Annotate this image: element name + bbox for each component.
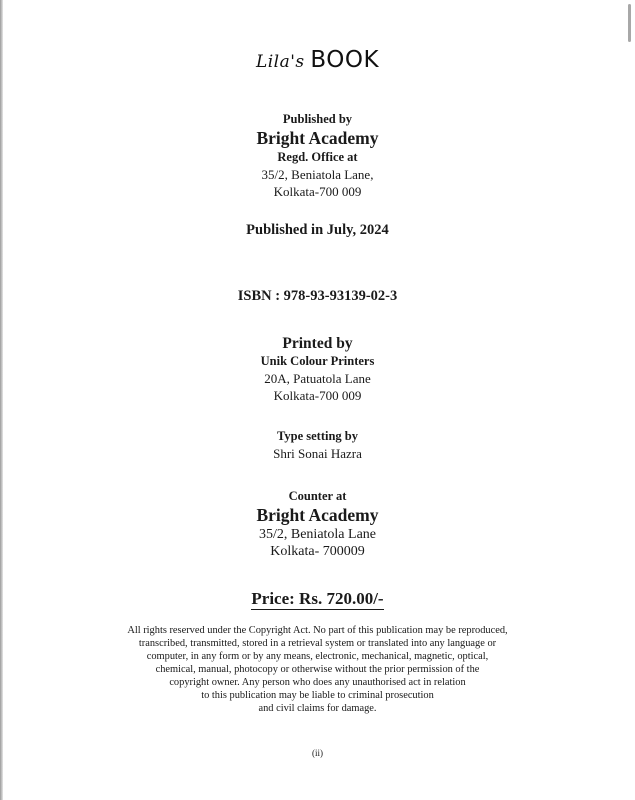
- publisher-address-line2: Kolkata-700 009: [273, 184, 362, 199]
- counter-address-line1: 35/2, Beniatola Lane: [258, 527, 377, 542]
- scrollbar[interactable]: [628, 4, 631, 42]
- price-section: [0, 589, 635, 609]
- publisher-address-line1: 35/2, Beniatola Lane,: [261, 167, 374, 182]
- rights-line: transcribed, transmitted, stored in a retrieval system or translated into any language or: [138, 638, 497, 649]
- counter-name: Bright Academy: [256, 505, 379, 525]
- book-title: [0, 46, 635, 76]
- typesetter-name: Shri Sonai Hazra: [273, 446, 362, 461]
- isbn: ISBN : 978-93-93139-02-3: [237, 288, 398, 304]
- rights-line: chemical, manual, photocopy or otherwise without the prior permission of the: [155, 664, 480, 675]
- rights-line: All rights reserved under the Copyright Act. No part of this publication may be reproduced,: [127, 625, 508, 636]
- printer-address-line1: 20A, Patuatola Lane: [264, 371, 371, 386]
- typesetting-section: [0, 428, 635, 462]
- printed-by-label: Printed by: [282, 335, 353, 352]
- publisher-section: [0, 111, 635, 200]
- book-title-caps: BOOK: [310, 47, 380, 73]
- regd-office-label: Regd. Office at: [277, 150, 358, 164]
- counter-section: [0, 488, 635, 560]
- publisher-name: Bright Academy: [256, 128, 379, 148]
- page-number: (ii): [312, 748, 323, 758]
- counter-address-line2: Kolkata- 700009: [270, 544, 365, 559]
- printer-name: Unik Colour Printers: [260, 354, 375, 368]
- rights-line: and civil claims for damage.: [258, 703, 377, 714]
- published-by-label: Published by: [282, 112, 353, 126]
- rights-line: computer, in any form or by any means, electronic, mechanical, magnetic, optical,: [146, 651, 489, 662]
- publication-date: Published in July, 2024: [246, 222, 389, 238]
- rights-line: to this publication may be liable to criminal prosecution: [201, 690, 434, 701]
- book-title-italic: Lila's: [255, 52, 305, 72]
- copyright-notice: [80, 624, 555, 715]
- rights-line: copyright owner. Any person who does any unauthorised act in relation: [169, 677, 466, 688]
- printer-address-line2: Kolkata-700 009: [273, 388, 362, 403]
- price: Price: Rs. 720.00/-: [251, 589, 384, 608]
- printer-section: [0, 334, 635, 404]
- typesetting-label: Type setting by: [276, 429, 359, 443]
- counter-label: Counter at: [288, 489, 347, 503]
